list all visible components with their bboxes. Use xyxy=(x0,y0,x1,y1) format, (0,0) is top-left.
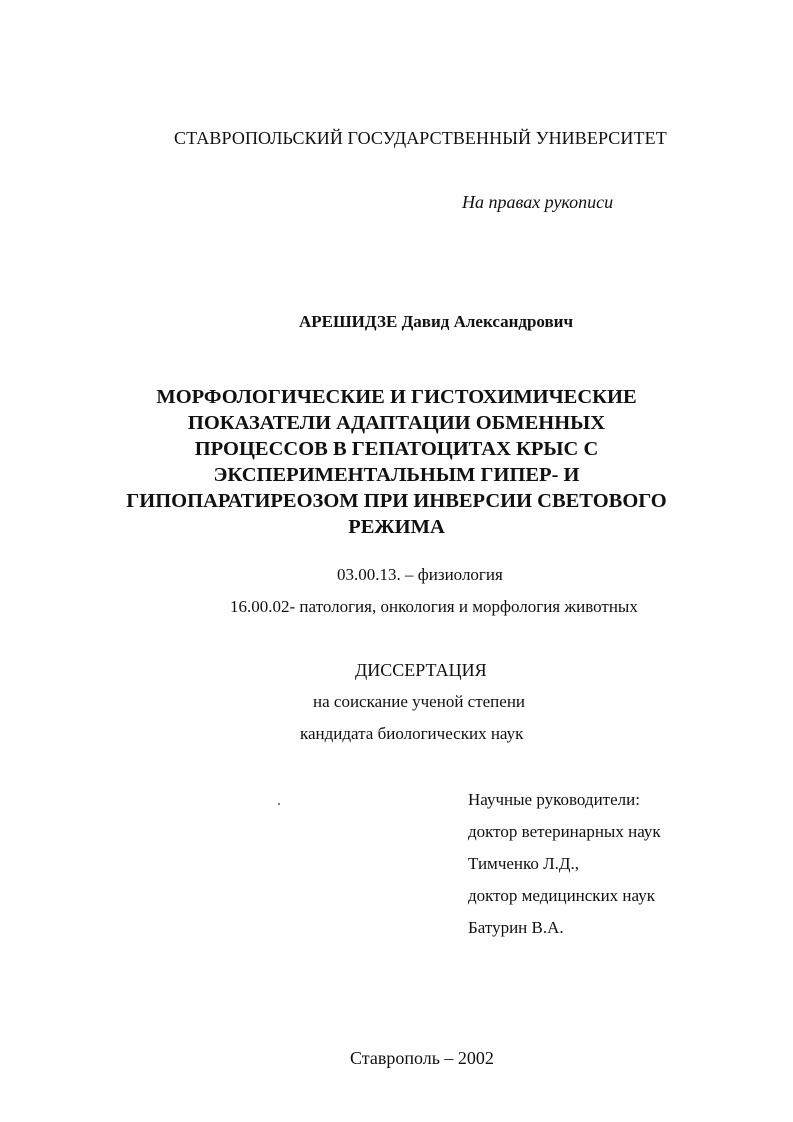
supervisor-line: Батурин В.А. xyxy=(468,918,564,937)
document-type: ДИССЕРТАЦИЯ xyxy=(355,660,487,680)
title-line: МОРФОЛОГИЧЕСКИЕ И ГИСТОХИМИЧЕСКИЕ xyxy=(156,386,637,408)
city-year: Ставрополь – 2002 xyxy=(350,1048,494,1068)
title-line: РЕЖИМА xyxy=(348,516,445,538)
supervisor-line: доктор медицинских наук xyxy=(468,886,655,905)
degree-line: на соискание ученой степени xyxy=(313,692,526,711)
scan-speck xyxy=(278,803,280,805)
university-name: СТАВРОПОЛЬСКИЙ ГОСУДАРСТВЕННЫЙ УНИВЕРСИТЕТ xyxy=(174,128,667,148)
manuscript-note: На правах рукописи xyxy=(462,192,614,212)
title-line: ПРОЦЕССОВ В ГЕПАТОЦИТАХ КРЫС С xyxy=(194,438,599,460)
title-line: ЭКСПЕРИМЕНТАЛЬНЫМ ГИПЕР- И xyxy=(213,464,580,486)
title-line: ПОКАЗАТЕЛИ АДАПТАЦИИ ОБМЕННЫХ xyxy=(187,412,606,434)
dissertation-title xyxy=(0,384,793,540)
degree-line: кандидата биологических наук xyxy=(300,724,524,743)
specialty-code-physiology: 03.00.13. – физиология xyxy=(337,565,503,584)
supervisor-line: доктор ветеринарных наук xyxy=(468,822,661,841)
supervisors-heading: Научные руководители: xyxy=(468,790,640,809)
specialty-code-pathology: 16.00.02- патология, онкология и морфология животных xyxy=(230,597,638,616)
supervisor-line: Тимченко Л.Д., xyxy=(468,854,580,873)
title-line: ГИПОПАРАТИРЕОЗОМ ПРИ ИНВЕРСИИ СВЕТОВОГО xyxy=(126,490,667,512)
author-name: АРЕШИДЗЕ Давид Александрович xyxy=(299,312,574,331)
